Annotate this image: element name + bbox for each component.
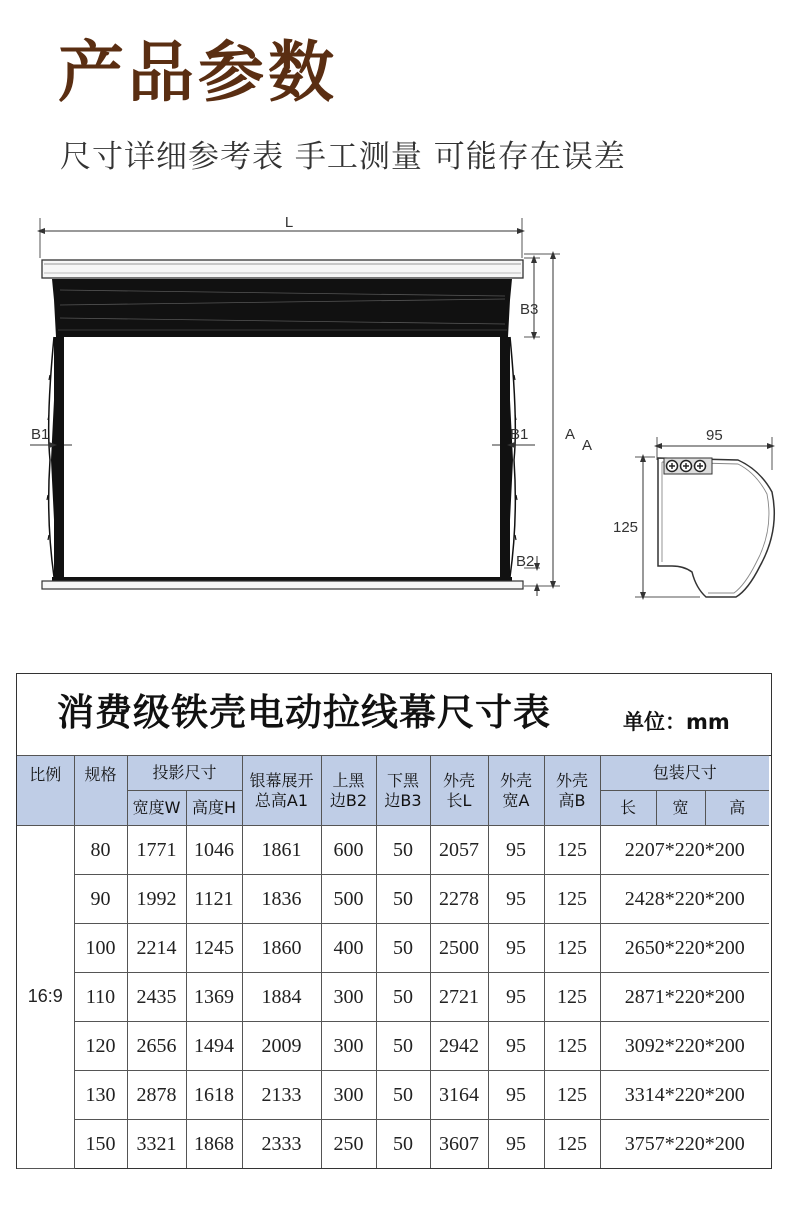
cell-shell-length: 2942: [430, 1022, 488, 1071]
cell-top-black: 600: [321, 826, 376, 875]
col-pkg-width: 宽: [656, 791, 705, 826]
col-shell-height: 外壳 高B: [544, 756, 600, 826]
cell-package: 3314*220*200: [600, 1071, 769, 1120]
cell-height: 1369: [186, 973, 242, 1022]
page-title: 产品参数: [58, 34, 338, 111]
cell-total-height: 2333: [242, 1120, 321, 1169]
cell-bottom-black: 50: [376, 1120, 430, 1169]
top-black-border: [52, 279, 512, 337]
label-b1-left: B1: [31, 426, 50, 443]
cell-shell-height: 125: [544, 1071, 600, 1120]
cell-shell-length: 2500: [430, 924, 488, 973]
col-top-black: 上黑 边B2: [321, 756, 376, 826]
cell-shell-height: 125: [544, 973, 600, 1022]
cell-top-black: 400: [321, 924, 376, 973]
cell-spec: 120: [74, 1022, 127, 1071]
cell-package: 2650*220*200: [600, 924, 769, 973]
spec-table-panel: [16, 673, 772, 1169]
cell-total-height: 1861: [242, 826, 321, 875]
cell-package: 2207*220*200: [600, 826, 769, 875]
col-ratio: 比例: [17, 756, 74, 826]
label-b2: B2: [516, 553, 535, 570]
cell-shell-width: 95: [488, 875, 544, 924]
cell-width: 1771: [127, 826, 186, 875]
cell-shell-height: 125: [544, 1022, 600, 1071]
cell-width: 3321: [127, 1120, 186, 1169]
cell-height: 1618: [186, 1071, 242, 1120]
cell-bottom-black: 50: [376, 875, 430, 924]
cell-top-black: 250: [321, 1120, 376, 1169]
cell-spec: 90: [74, 875, 127, 924]
cell-package: 2871*220*200: [600, 973, 769, 1022]
table-row: [17, 1022, 769, 1071]
table-row: [17, 1071, 769, 1120]
cell-height: 1046: [186, 826, 242, 875]
cell-height: 1494: [186, 1022, 242, 1071]
cell-shell-height: 125: [544, 1120, 600, 1169]
cell-bottom-black: 50: [376, 924, 430, 973]
spec-table: [17, 755, 769, 1169]
cell-spec: 100: [74, 924, 127, 973]
cell-shell-width: 95: [488, 826, 544, 875]
table-row: [17, 826, 769, 875]
cell-shell-height: 125: [544, 875, 600, 924]
col-pkg-length: 长: [600, 791, 656, 826]
left-side-border: [47, 337, 64, 577]
cell-spec: 130: [74, 1071, 127, 1120]
side-profile: [613, 427, 774, 597]
col-height: 高度H: [186, 791, 242, 826]
cell-shell-width: 95: [488, 1120, 544, 1169]
bottom-bar: [42, 577, 523, 589]
cell-height: 1121: [186, 875, 242, 924]
col-spec: 规格: [74, 756, 127, 826]
label-side-width: 95: [706, 427, 723, 444]
cell-shell-length: 3607: [430, 1120, 488, 1169]
cell-shell-length: 2721: [430, 973, 488, 1022]
cell-package: 3092*220*200: [600, 1022, 769, 1071]
cell-top-black: 300: [321, 1022, 376, 1071]
cell-total-height: 2009: [242, 1022, 321, 1071]
cell-spec: 80: [74, 826, 127, 875]
table-row: [17, 1120, 769, 1169]
label-l: L: [284, 214, 294, 231]
label-a-1: A: [565, 426, 576, 443]
cell-shell-height: 125: [544, 826, 600, 875]
screen-area: [64, 337, 500, 577]
col-width: 宽度W: [127, 791, 186, 826]
screen-dimension-diagram: [0, 200, 790, 620]
table-row: [17, 973, 769, 1022]
cell-shell-width: 95: [488, 1022, 544, 1071]
cell-shell-width: 95: [488, 924, 544, 973]
cell-top-black: 300: [321, 973, 376, 1022]
cell-shell-width: 95: [488, 1071, 544, 1120]
col-pkg-height: 高: [705, 791, 769, 826]
label-a-2: A: [582, 437, 593, 454]
cell-bottom-black: 50: [376, 1071, 430, 1120]
cell-width: 2214: [127, 924, 186, 973]
cell-total-height: 1884: [242, 973, 321, 1022]
cell-total-height: 1860: [242, 924, 321, 973]
cell-width: 2656: [127, 1022, 186, 1071]
col-package: 包装尺寸: [600, 756, 769, 791]
col-bottom-black: 下黑 边B3: [376, 756, 430, 826]
col-shell-length: 外壳 长L: [430, 756, 488, 826]
table-unit: 单位：mm: [623, 710, 730, 734]
cell-bottom-black: 50: [376, 826, 430, 875]
cell-package: 3757*220*200: [600, 1120, 769, 1169]
label-b1-right: B1: [510, 426, 529, 443]
cell-total-height: 2133: [242, 1071, 321, 1120]
table-row: [17, 924, 769, 973]
cell-ratio: 16:9: [17, 826, 74, 1169]
cell-shell-length: 3164: [430, 1071, 488, 1120]
label-b3: B3: [520, 301, 539, 318]
cell-shell-height: 125: [544, 924, 600, 973]
cell-top-black: 300: [321, 1071, 376, 1120]
cell-shell-width: 95: [488, 973, 544, 1022]
col-shell-width: 外壳 宽A: [488, 756, 544, 826]
cell-bottom-black: 50: [376, 1022, 430, 1071]
cell-width: 1992: [127, 875, 186, 924]
cell-width: 2878: [127, 1071, 186, 1120]
cell-bottom-black: 50: [376, 973, 430, 1022]
table-header-bar: [17, 674, 771, 756]
cell-shell-length: 2278: [430, 875, 488, 924]
label-side-height: 125: [613, 519, 639, 536]
cell-spec: 110: [74, 973, 127, 1022]
table-row: [17, 875, 769, 924]
cell-shell-length: 2057: [430, 826, 488, 875]
table-title: 消费级铁壳电动拉线幕尺寸表: [57, 691, 551, 734]
cell-package: 2428*220*200: [600, 875, 769, 924]
right-side-border: [500, 337, 517, 577]
cell-top-black: 500: [321, 875, 376, 924]
col-projection: 投影尺寸: [127, 756, 242, 791]
dimension-l: [40, 214, 522, 258]
page-subtitle: 尺寸详细参考表 手工测量 可能存在误差: [60, 139, 626, 175]
cell-spec: 150: [74, 1120, 127, 1169]
cell-width: 2435: [127, 973, 186, 1022]
cell-height: 1245: [186, 924, 242, 973]
col-total-height: 银幕展开 总高A1: [242, 756, 321, 826]
cell-height: 1868: [186, 1120, 242, 1169]
screen-case: [42, 260, 523, 278]
cell-total-height: 1836: [242, 875, 321, 924]
